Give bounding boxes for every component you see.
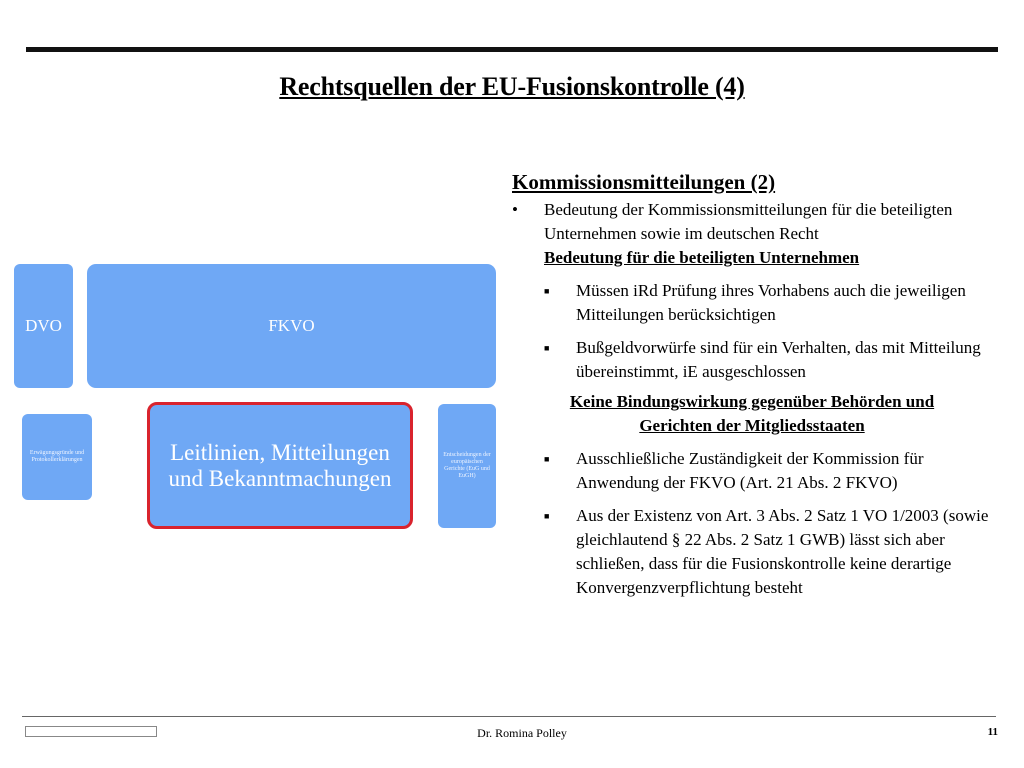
page-number: 11 [987,726,998,738]
list-item-text: Müssen iRd Prüfung ihres Vorhabens auch die jeweiligen Mitteilungen berücksichtigen [576,281,966,324]
dvo-label: DVO [25,316,62,335]
subheading-unternehmen: Bedeutung für die beteiligten Unternehmen [544,248,860,267]
square-bullet-icon: ■ [544,511,550,521]
entscheidungen-label: Entscheidungen der europäischen Gerichte (EuG und EuGH) [443,452,491,479]
bullet-dot-icon: • [512,200,518,219]
content-panel [512,170,992,600]
list-item-text: Bußgeldvorwürfe sind für ein Verhalten, das mit Mitteilung übereinstimmt, iE ausgeschlossen [576,338,981,381]
list-item [512,279,992,327]
square-bullet-icon: ■ [544,454,550,464]
erwaegungsgruende-label: Erwägungsgründe und Protokollerklärungen [29,450,85,463]
dvo-box [14,264,73,388]
leitlinien-box [147,402,413,529]
leitlinien-label: Leitlinien, Mitteilungen und Bekanntmachungen [168,439,392,491]
main-bullet-text: Bedeutung der Kommissionsmitteilungen für die beteiligten Unternehmen sowie im deutschen Recht [544,200,953,243]
footer-rule [22,716,996,717]
erwaegungsgruende-box [22,414,92,500]
slide-title: Rechtsquellen der EU-Fusionskontrolle (4) [279,72,745,101]
subheading-bindungswirkung-line1: Keine Bindungswirkung gegenüber Behörden und [569,392,935,411]
list-item-text: Ausschließliche Zuständigkeit der Kommission für Anwendung der FKVO (Art. 21 Abs. 2 FKVO) [576,449,924,492]
fkvo-label: FKVO [268,316,315,335]
list-item [512,447,992,495]
fkvo-box [87,264,496,388]
entscheidungen-box [438,404,496,528]
list-item-text: Aus der Existenz von Art. 3 Abs. 2 Satz 1 VO 1/2003 (sowie gleichlautend § 22 Abs. 2 Satz 1 GWB) lässt sich aber schließen, dass für die Fusionskontrolle keine derartige Konvergenzverpflichtung besteht [576,506,989,597]
square-bullet-icon: ■ [544,286,550,296]
subheading-bindungswirkung-line2: Gerichten der Mitgliedsstaaten [639,416,865,435]
top-rule [26,47,998,52]
list-item [512,336,992,384]
square-bullet-icon: ■ [544,343,550,353]
subheading-bindungswirkung [512,390,992,438]
list-item [512,504,992,600]
footer-author: Dr. Romina Polley [477,726,567,740]
main-bullet [512,198,992,246]
section-heading: Kommissionsmitteilungen (2) [512,170,776,194]
